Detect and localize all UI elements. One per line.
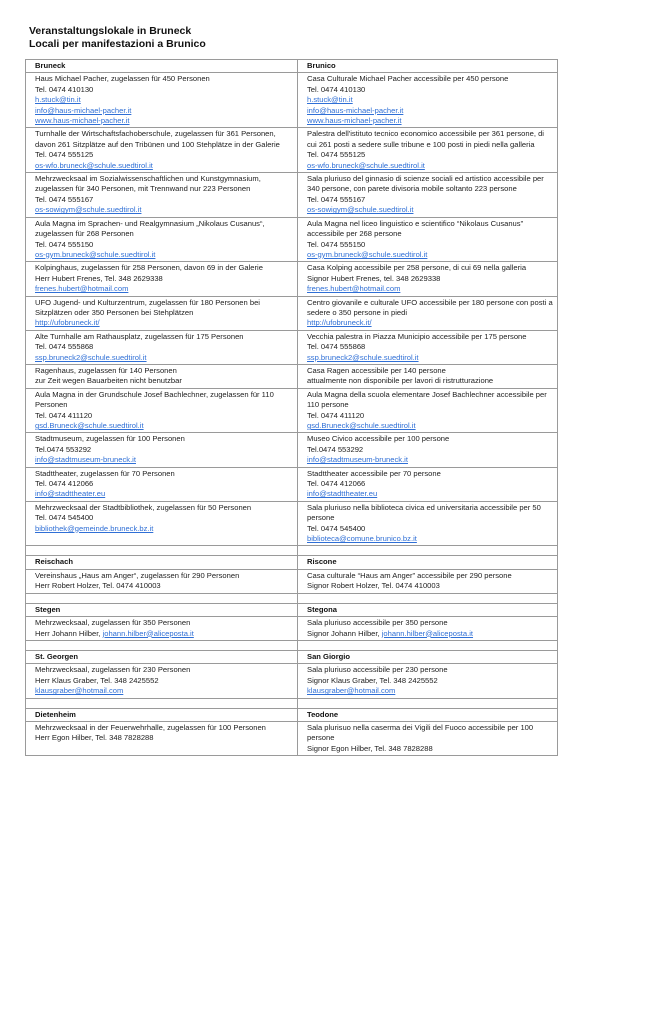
- venue-row: [26, 617, 558, 641]
- contact-name: Signor Johann Hilber,: [307, 628, 382, 638]
- venue-cell-it: [298, 664, 558, 698]
- venue-text-line: Haus Michael Pacher, zugelassen für 450 Personen: [35, 74, 210, 84]
- venue-cell-it: [298, 173, 558, 218]
- venue-cell-de: [26, 73, 298, 128]
- venue-text-line: Mehrzwecksaal im Sozialwissenschaftlichen und Kunstgymnasium, zugelassen für 340 Personen, mit Trennwand nur 223 Personen: [35, 174, 261, 194]
- section-spacer: [26, 698, 558, 708]
- venue-cell-de: [26, 617, 298, 641]
- venue-cell-de: [26, 128, 298, 173]
- contact-link[interactable]: biblioteca@comune.brunico.bz.it: [307, 534, 417, 544]
- venue-row: [26, 569, 558, 593]
- section-header-row: [26, 603, 558, 616]
- venue-text-line: Vecchia palestra in Piazza Municipio accessibile per 175 persone: [307, 331, 527, 341]
- venue-cell-it: [298, 364, 558, 388]
- venue-cell-de: [26, 262, 298, 296]
- venue-row: [26, 296, 558, 330]
- venue-text-line: Signor Hubert Frenes, tel. 348 2629338: [307, 273, 441, 283]
- venue-text-line: Casa Kolping accessibile per 258 persone, di cui 69 nella galleria: [307, 263, 527, 273]
- venue-text-line: Aula Magna della scuola elementare Josef Bachlechner accessibile per 110 persone: [307, 389, 547, 410]
- venue-text-line: Tel. 0474 545400: [35, 513, 94, 523]
- venue-text-line: Sala pluriuso nella biblioteca civica ed universitaria accessibile per 50 persone: [307, 502, 541, 523]
- venue-cell-it: [298, 721, 558, 755]
- contact-link[interactable]: gsd.Bruneck@schule.suedtirol.it: [307, 421, 416, 430]
- venue-cell-de: [26, 173, 298, 218]
- venue-text-line: Mehrzwecksaal, zugelassen für 350 Personen: [35, 618, 191, 628]
- venue-cell-it: [298, 617, 558, 641]
- section-header-row: [26, 708, 558, 721]
- venue-text-line: Herr Egon Hilber, Tel. 348 7828288: [35, 733, 154, 743]
- contact-link[interactable]: info@stadttheater.eu: [35, 489, 106, 499]
- contact-link[interactable]: info@haus-michael-pacher.it: [35, 105, 132, 115]
- venue-text-line: Aula Magna nel liceo linguistico e scientifico “Nikolaus Cusanus” accessibile per 268 persone: [307, 218, 524, 239]
- contact-name: Herr Johann Hilber,: [35, 628, 103, 638]
- section-header-row: [26, 556, 558, 569]
- contact-link[interactable]: klausgraber@hotmail.com: [307, 686, 396, 696]
- section-header-de: St. Georgen: [26, 650, 298, 663]
- venue-text-line: Signor Egon Hilber, Tel. 348 7828288: [307, 743, 433, 753]
- venue-row: [26, 217, 558, 262]
- venue-row: [26, 330, 558, 364]
- venue-text-line: zur Zeit wegen Bauarbeiten nicht benutzbar: [35, 376, 182, 386]
- venue-text-line: Casa culturale “Haus am Anger” accessibile per 290 persone: [307, 570, 512, 580]
- section-spacer: [26, 640, 558, 650]
- venue-cell-de: [26, 364, 298, 388]
- venue-row: [26, 501, 558, 546]
- contact-link[interactable]: os-wfo.bruneck@schule.suedtirol.it: [307, 160, 425, 170]
- venue-text-line: Tel.0474 553292: [307, 444, 364, 454]
- venue-text-line: Herr Robert Holzer, Tel. 0474 410003: [35, 581, 161, 591]
- venue-text-line: Casa Ragen accessibile per 140 persone: [307, 365, 446, 375]
- venue-text-line: Tel. 0474 555868: [35, 342, 94, 352]
- venue-text-line: Vereinshaus „Haus am Anger“, zugelassen für 290 Personen: [35, 570, 240, 580]
- email-link[interactable]: johann.hilber@aliceposta.it: [381, 628, 474, 638]
- venue-cell-it: [298, 217, 558, 262]
- venue-text-line: Palestra dell'istituto tecnico economico accessibile per 361 persone, di cui 261 posti a sedere sulle tribune e 100 posti in piedi nella galleria: [307, 129, 544, 149]
- venue-text-line: Museo Civico accessibile per 100 persone: [307, 434, 450, 444]
- venue-text-line: Aula Magna in der Grundschule Josef Bachlechner, zugelassen für 110 Personen: [35, 389, 274, 410]
- contact-link[interactable]: info@stadtmuseum-bruneck.it: [307, 455, 408, 465]
- venue-text-line: Mehrzwecksaal in der Feuerwehrhalle, zugelassen für 100 Personen: [35, 722, 266, 732]
- contact-link[interactable]: ssp.bruneck2@schule.suedtirol.it: [307, 352, 419, 362]
- contact-link[interactable]: klausgraber@hotmail.com: [35, 686, 124, 696]
- venue-text-line: Stadttheater accessibile per 70 persone: [307, 468, 441, 478]
- section-header-de: Dietenheim: [26, 708, 298, 721]
- venue-text-line: Tel. 0474 410130: [35, 84, 94, 94]
- section-header-it: Riscone: [298, 556, 558, 569]
- venue-text-line: Herr Klaus Graber, Tel. 348 2425552: [35, 675, 159, 685]
- venue-text-line: Tel. 0474 555125: [35, 150, 94, 160]
- venue-text-line: Stadttheater, zugelassen für 70 Personen: [35, 468, 175, 478]
- contact-link[interactable]: http://ufobruneck.it/: [35, 318, 100, 328]
- venue-text-line: Tel. 0474 555868: [307, 342, 366, 352]
- contact-link[interactable]: h.stuck@tin.it: [35, 95, 81, 105]
- contact-link[interactable]: info@stadttheater.eu: [307, 489, 378, 499]
- venue-cell-de: [26, 433, 298, 467]
- venue-text-line: UFO Jugend- und Kulturzentrum, zugelassen für 180 Personen bei Sitzplätzen oder 350 Personen bei Stehplätzen: [35, 297, 260, 317]
- contact-link[interactable]: os-gym.bruneck@schule.suedtirol.it: [307, 249, 428, 259]
- venue-cell-it: [298, 262, 558, 296]
- title-it: Locali per manifestazioni a Brunico: [29, 38, 206, 50]
- venue-row: [26, 433, 558, 467]
- section-spacer: [26, 546, 558, 556]
- venue-text-line: Sala pluriuso accessibile per 230 persone: [307, 665, 448, 675]
- venue-text-line: Tel.0474 553292: [35, 444, 92, 454]
- venue-text-line: Tel. 0474 555150: [307, 239, 366, 249]
- section-header-de: Reischach: [26, 556, 298, 569]
- venue-row: [26, 664, 558, 698]
- document-titles: [29, 25, 206, 51]
- section-spacer: [26, 593, 558, 603]
- venue-text-line: Tel. 0474 545400: [307, 523, 366, 533]
- venue-row: [26, 128, 558, 173]
- venue-cell-it: [298, 433, 558, 467]
- venue-cell-it: [298, 73, 558, 128]
- contact-link[interactable]: os-sowigym@schule.suedtirol.it: [35, 205, 142, 215]
- venue-row: [26, 467, 558, 501]
- venue-row: [26, 73, 558, 128]
- venue-cell-it: [298, 569, 558, 593]
- section-header-it: Brunico: [298, 60, 558, 73]
- venue-text-line: Tel. 0474 555150: [35, 239, 94, 249]
- venue-text-line: Signor Klaus Graber, Tel. 348 2425552: [307, 675, 438, 685]
- section-header-de: Stegen: [26, 603, 298, 616]
- venue-row: [26, 721, 558, 755]
- venue-text-line: Kolpinghaus, zugelassen für 258 Personen, davon 69 in der Galerie: [35, 263, 263, 273]
- contact-line: [307, 629, 553, 639]
- venue-cell-de: [26, 501, 298, 546]
- venue-row: [26, 262, 558, 296]
- contact-link[interactable]: bibliothek@gemeinde.bruneck.bz.it: [35, 523, 154, 533]
- venue-text-line: Tel. 0474 555167: [307, 194, 366, 204]
- contact-link[interactable]: frenes.hubert@hotmail.com: [35, 284, 129, 294]
- venue-text-line: Mehrzwecksaal der Stadtbibliothek, zugelassen für 50 Personen: [35, 502, 252, 512]
- contact-link[interactable]: info@stadtmuseum-bruneck.it: [35, 455, 136, 465]
- venue-text-line: Centro giovanile e culturale UFO accessibile per 180 persone con posti a sedere o 350 persone in piedi: [307, 297, 553, 317]
- venue-cell-it: [298, 501, 558, 546]
- section-header-row: [26, 650, 558, 663]
- contact-link[interactable]: info@haus-michael-pacher.it: [307, 105, 404, 115]
- venue-text-line: Tel. 0474 555125: [307, 150, 366, 160]
- venue-cell-it: [298, 296, 558, 330]
- contact-link[interactable]: frenes.hubert@hotmail.com: [307, 284, 401, 294]
- venue-cell-it: [298, 388, 558, 433]
- section-header-de: Bruneck: [26, 60, 298, 73]
- contact-link[interactable]: ssp.bruneck2@schule.suedtirol.it: [35, 352, 147, 362]
- venue-cell-it: [298, 128, 558, 173]
- venue-row: [26, 173, 558, 218]
- title-de: Veranstaltungslokale in Bruneck: [29, 25, 192, 37]
- venue-text-line: Tel. 0474 411120: [35, 410, 93, 420]
- venue-row: [26, 388, 558, 433]
- venue-row: [26, 364, 558, 388]
- venue-text-line: Ragenhaus, zugelassen für 140 Personen: [35, 365, 177, 375]
- contact-link[interactable]: h.stuck@tin.it: [307, 95, 353, 105]
- venue-text-line: attualmente non disponibile per lavori di ristrutturazione: [307, 376, 494, 386]
- contact-link[interactable]: os-gym.bruneck@schule.suedtirol.it: [35, 249, 156, 259]
- venue-cell-de: [26, 330, 298, 364]
- contact-link[interactable]: www.haus-michael-pacher.it: [35, 116, 130, 126]
- venues-table: [25, 59, 558, 756]
- venue-text-line: Sala plurisuo nella caserma dei Vigili del Fuoco accessibile per 100 persone: [307, 722, 534, 743]
- venue-text-line: Turnhalle der Wirtschaftsfachoberschule, zugelassen für 361 Personen, davon 261 Sitzplätze auf den Tribünen und 100 Stehplätze in der Galerie: [35, 129, 280, 149]
- venue-text-line: Signor Robert Holzer, Tel. 0474 410003: [307, 581, 440, 591]
- venue-text-line: Tel. 0474 555167: [35, 194, 94, 204]
- contact-link[interactable]: os-sowigym@schule.suedtirol.it: [307, 205, 414, 215]
- venue-text-line: Tel. 0474 412066: [307, 479, 366, 489]
- contact-line: [35, 629, 293, 639]
- contact-link[interactable]: www.haus-michael-pacher.it: [307, 116, 402, 126]
- venue-text-line: Tel. 0474 411120: [307, 410, 365, 420]
- section-header-row: [26, 60, 558, 73]
- venue-text-line: Stadtmuseum, zugelassen für 100 Personen: [35, 434, 185, 444]
- venue-cell-de: [26, 721, 298, 755]
- contact-link[interactable]: http://ufobruneck.it/: [307, 318, 372, 328]
- venue-cell-de: [26, 569, 298, 593]
- venue-text-line: Casa Culturale Michael Pacher accessibile per 450 persone: [307, 74, 509, 84]
- contact-link[interactable]: os-wfo.bruneck@schule.suedtirol.it: [35, 160, 153, 170]
- venue-cell-de: [26, 296, 298, 330]
- venue-text-line: Sala pluriuso accessibile per 350 persone: [307, 618, 448, 628]
- venue-cell-it: [298, 467, 558, 501]
- venue-cell-de: [26, 217, 298, 262]
- venue-text-line: Alte Turnhalle am Rathausplatz, zugelassen für 175 Personen: [35, 331, 244, 341]
- venue-cell-de: [26, 664, 298, 698]
- venue-text-line: Mehrzwecksaal, zugelassen für 230 Personen: [35, 665, 191, 675]
- venue-text-line: Tel. 0474 412066: [35, 479, 94, 489]
- email-link[interactable]: johann.hilber@aliceposta.it: [102, 628, 194, 638]
- contact-link[interactable]: gsd.Bruneck@schule.suedtirol.it: [35, 421, 144, 430]
- venue-cell-de: [26, 467, 298, 501]
- section-header-it: Stegona: [298, 603, 558, 616]
- venue-text-line: Herr Hubert Frenes, Tel. 348 2629338: [35, 273, 163, 283]
- venue-text-line: Sala pluriuso del ginnasio di scienze sociali ed artistico accessibile per 340 persone, con parete divisoria mobile soltanto 223 persone: [307, 174, 544, 194]
- venue-text-line: Aula Magna im Sprachen- und Realgymnasium „Nikolaus Cusanus“, zugelassen für 268 Personen: [35, 218, 265, 239]
- section-header-it: San Giorgio: [298, 650, 558, 663]
- venue-cell-de: [26, 388, 298, 433]
- section-header-it: Teodone: [298, 708, 558, 721]
- venue-cell-it: [298, 330, 558, 364]
- venue-text-line: Tel. 0474 410130: [307, 84, 366, 94]
